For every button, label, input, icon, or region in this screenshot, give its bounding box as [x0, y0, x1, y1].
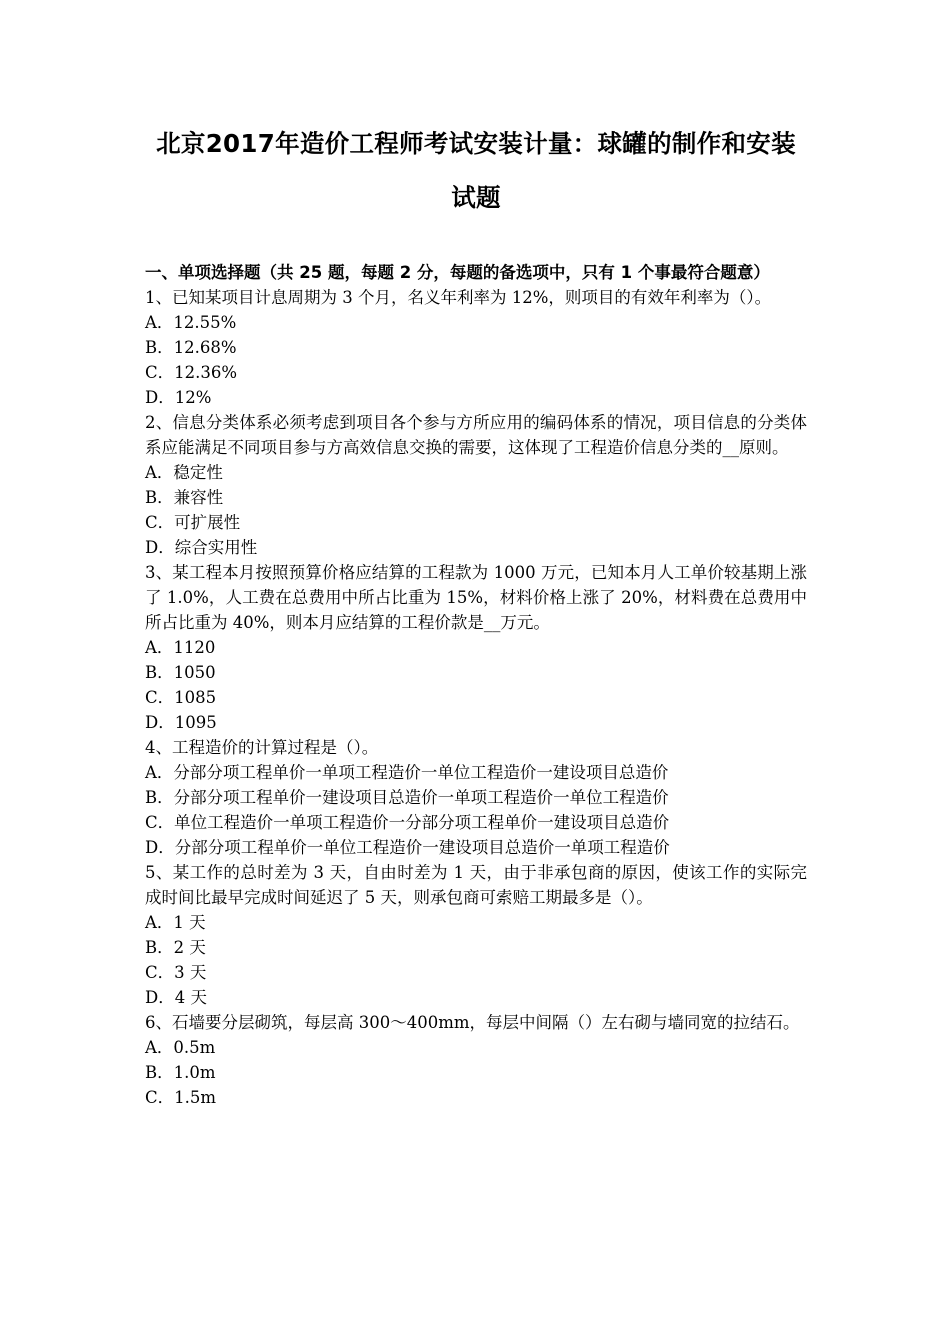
question-3-option-c: C．1085	[145, 688, 217, 707]
question-5-option-b: B．2 天	[145, 938, 206, 957]
document-title-line-1: 北京2017年造价工程师考试安装计量：球罐的制作和安装	[156, 129, 796, 158]
document-title-line-2: 试题	[451, 183, 501, 212]
question-stem: 3、某工程本月按照预算价格应结算的工程款为 1000 万元，已知本月人工单价较基期上涨了 1.0%，人工费在总费用中所占比重为 15%，材料价格上涨了 20%，材料费在总费用中所占比重为 40%，则本月应结算的工程价款是__万元。	[145, 563, 807, 632]
question-3-option-b: B．1050	[145, 663, 216, 682]
document-page	[145, 0, 807, 1110]
question-5-option-d: D．4 天	[145, 988, 207, 1007]
question-stem: 4、工程造价的计算过程是（）。	[145, 738, 379, 757]
question-2	[145, 410, 807, 560]
question-6	[145, 1010, 807, 1110]
question-1-option-c: C．12.36%	[145, 363, 238, 382]
document-title	[145, 0, 807, 225]
question-5-option-a: A．1 天	[145, 913, 206, 932]
question-5-option-c: C．3 天	[145, 963, 207, 982]
question-6-option-c: C．1.5m	[145, 1088, 217, 1107]
question-4-option-b: B．分部分项工程单价一建设项目总造价一单项工程造价一单位工程造价	[145, 788, 669, 807]
question-4	[145, 735, 807, 860]
question-3-option-a: A．1120	[145, 638, 216, 657]
question-stem: 5、某工作的总时差为 3 天，自由时差为 1 天，由于非承包商的原因，使该工作的实际完成时间比最早完成时间延迟了 5 天，则承包商可索赔工期最多是（）。	[145, 863, 807, 907]
question-6-option-b: B．1.0m	[145, 1063, 216, 1082]
question-1-option-b: B．12.68%	[145, 338, 237, 357]
section-heading: 一、单项选择题（共 25 题，每题 2 分，每题的备选项中，只有 1 个事最符合题意）	[145, 263, 770, 282]
question-3-option-d: D．1095	[145, 713, 217, 732]
question-4-option-d: D．分部分项工程单价一单位工程造价一建设项目总造价一单项工程造价	[145, 838, 670, 857]
question-2-option-d: D．综合实用性	[145, 538, 258, 557]
question-2-option-b: B．兼容性	[145, 488, 224, 507]
question-5	[145, 860, 807, 1010]
question-4-option-c: C．单位工程造价一单项工程造价一分部分项工程单价一建设项目总造价	[145, 813, 670, 832]
question-4-option-a: A．分部分项工程单价一单项工程造价一单位工程造价一建设项目总造价	[145, 763, 669, 782]
question-1-option-d: D．12%	[145, 388, 212, 407]
question-2-option-a: A．稳定性	[145, 463, 223, 482]
question-list	[145, 285, 807, 1110]
question-stem: 2、信息分类体系必须考虑到项目各个参与方所应用的编码体系的情况，项目信息的分类体系应能满足不同项目参与方高效信息交换的需要，这体现了工程造价信息分类的__原则。	[145, 413, 807, 457]
question-stem: 1、已知某项目计息周期为 3 个月，名义年利率为 12%，则项目的有效年利率为（）。	[145, 288, 772, 307]
question-6-option-a: A．0.5m	[145, 1038, 216, 1057]
question-1-option-a: A．12.55%	[145, 313, 237, 332]
question-stem: 6、石墙要分层砌筑，每层高 300～400mm，每层中间隔（）左右砌与墙同宽的拉结石。	[145, 1013, 800, 1032]
question-2-option-c: C．可扩展性	[145, 513, 241, 532]
question-1	[145, 285, 807, 410]
question-3	[145, 560, 807, 735]
